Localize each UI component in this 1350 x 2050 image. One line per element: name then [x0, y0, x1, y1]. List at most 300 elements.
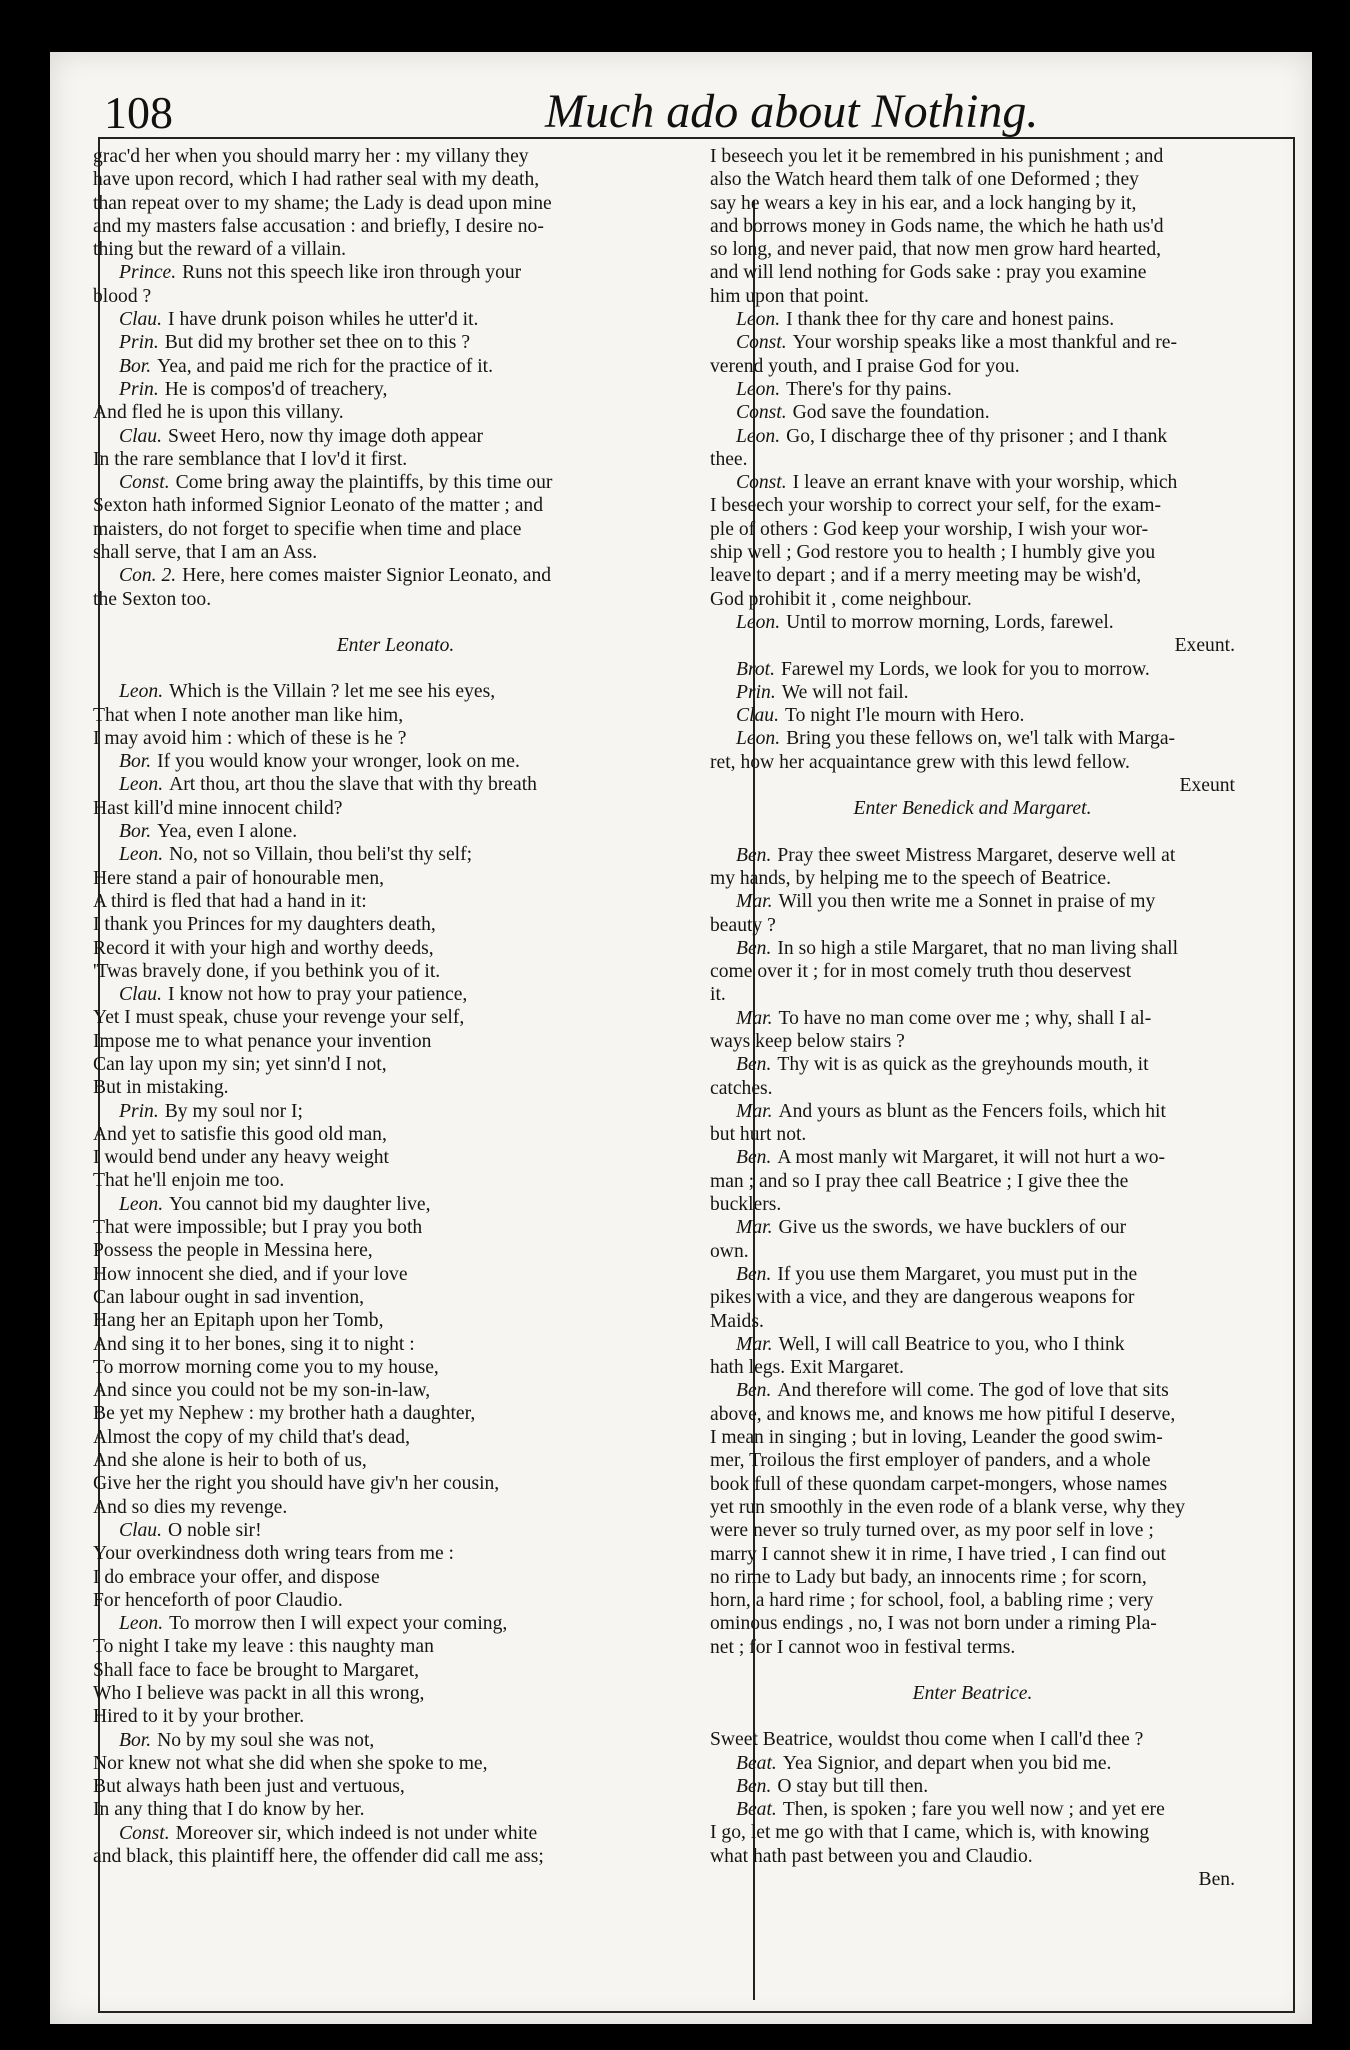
text-line [710, 1286, 1235, 1309]
spacer [93, 657, 698, 680]
line-text: maisters, do not forget to specifie when time and place [93, 518, 522, 540]
text-line [93, 1193, 698, 1216]
line-text: No by my soul she was not, [157, 1729, 375, 1751]
line-text: Hast kill'd mine innocent child? [93, 797, 343, 819]
line-text: And sing it to her bones, sing it to night : [93, 1333, 415, 1355]
line-text: come over it ; for in most comely truth thou deservest [710, 961, 1132, 983]
line-text: You cannot bid my daughter live, [169, 1193, 431, 1215]
text-line [93, 1216, 698, 1239]
text-line [93, 1589, 698, 1612]
text-line [93, 1076, 698, 1099]
text-line [710, 448, 1235, 471]
text-line [710, 960, 1235, 983]
line-text: bucklers. [710, 1194, 782, 1216]
text-line [710, 588, 1235, 611]
text-line [710, 681, 1235, 704]
line-text: I thank you Princes for my daughters death, [93, 914, 436, 936]
speaker-name: Leon. [119, 774, 164, 796]
line-text: For henceforth of poor Claudio. [93, 1589, 343, 1611]
line-text: Sweet Hero, now thy image doth appear [168, 425, 484, 447]
line-text: Record it with your high and worthy deeds, [93, 937, 434, 959]
line-text: Will you then write me a Sonnet in praise of my [778, 891, 1156, 913]
line-text: Yea, and paid me rich for the practice of it. [157, 355, 494, 377]
line-text: O stay but till then. [777, 1775, 929, 1797]
line-text: Runs not this speech like iron through your [182, 262, 522, 284]
line-text: That he'll enjoin me too. [93, 1170, 285, 1192]
line-text: To night I'le mourn with Hero. [785, 705, 1025, 727]
line-text: To morrow morning come you to my house, [93, 1356, 439, 1378]
text-line [93, 588, 698, 611]
line-text: Impose me to what penance your invention [93, 1030, 432, 1052]
text-line [93, 843, 698, 866]
line-text: no rime to Lady but bady, an innocents rime ; for scorn, [710, 1566, 1147, 1588]
text-line [710, 1077, 1235, 1100]
text-line [93, 1379, 698, 1402]
text-line [93, 331, 698, 354]
line-text: Thy wit is as quick as the greyhounds mouth, it [777, 1054, 1149, 1076]
text-line [710, 611, 1235, 634]
line-text: yet run smoothly in the even rode of a blank verse, why they [710, 1496, 1186, 1518]
speaker-name: Mar. [736, 1217, 773, 1239]
text-line [710, 844, 1235, 867]
right-column [710, 145, 1235, 1891]
text-line [93, 401, 698, 424]
text-line [93, 1682, 698, 1705]
line-text: In any thing that I do know by her. [93, 1799, 365, 1821]
text-line [93, 378, 698, 401]
line-text: To morrow then I will expect your coming, [169, 1613, 508, 1635]
speaker-name: Prince. [119, 262, 177, 284]
line-text: By my soul nor I; [164, 1100, 303, 1122]
line-text: and my masters false accusation : and briefly, I desire no- [93, 215, 544, 237]
line-text: thing but the reward of a villain. [93, 239, 347, 261]
text-line [710, 890, 1235, 913]
line-text: I have drunk poison whiles he utter'd it. [168, 309, 479, 331]
line-text: Maids. [710, 1310, 764, 1332]
text-line [710, 1240, 1235, 1263]
text-line [93, 1006, 698, 1029]
speaker-name: Mar. [736, 891, 773, 913]
text-line [93, 1286, 698, 1309]
line-text: I beseech you let it be remembred in his punishment ; and [710, 146, 1164, 167]
line-text: Yet I must speak, chuse your revenge your self, [93, 1007, 465, 1029]
text-line [710, 1473, 1235, 1496]
text-line [93, 471, 698, 494]
text-line [710, 331, 1235, 354]
speaker-name: Leon. [736, 425, 781, 447]
text-line [93, 1402, 698, 1425]
line-text: Well, I will call Beatrice to you, who I think [778, 1333, 1125, 1355]
line-text: marry I cannot shew it in rime, I have tried , I can find out [710, 1543, 1166, 1565]
exit-direction [710, 1868, 1235, 1891]
text-line [93, 285, 698, 308]
text-line [710, 1356, 1235, 1379]
line-text: Nor knew not what she did when she spoke to me, [93, 1752, 488, 1774]
line-text: above, and knows me, and knows me how pitiful I deserve, [710, 1403, 1176, 1425]
text-line [710, 1403, 1235, 1426]
line-text: Yea Signior, and depart when you bid me. [782, 1752, 1112, 1774]
line-text: If you use them Margaret, you must put in the [777, 1263, 1138, 1285]
speaker-name: Clau. [119, 425, 163, 447]
line-text: ominous endings , no, I was not born under a riming Pla- [710, 1613, 1157, 1635]
text-line [93, 1333, 698, 1356]
speaker-name: Ben. [736, 1380, 772, 1402]
speaker-name: Ben. [736, 1775, 772, 1797]
speaker-name: Mar. [736, 1100, 773, 1122]
text-line [93, 960, 698, 983]
line-text: Possess the people in Messina here, [93, 1240, 373, 1262]
text-line [710, 1123, 1235, 1146]
text-line [93, 1635, 698, 1658]
text-line [710, 1193, 1235, 1216]
line-text: Moreover sir, which indeed is not under white [175, 1822, 538, 1844]
exit-direction [710, 774, 1235, 797]
text-line [710, 541, 1235, 564]
line-text: And therefore will come. The god of love that sits [777, 1380, 1169, 1402]
text-line [710, 378, 1235, 401]
text-line [93, 727, 698, 750]
speaker-name: Const. [119, 1822, 170, 1844]
line-text: I know not how to pray your patience, [168, 984, 468, 1006]
text-line [710, 1263, 1235, 1286]
text-line [93, 1169, 698, 1192]
line-text: 'Twas bravely done, if you bethink you of it. [93, 960, 441, 982]
text-line [93, 750, 698, 773]
line-text: In so high a stile Margaret, that no man living shall [777, 937, 1179, 959]
speaker-name: Ben. [736, 844, 772, 866]
line-text: Ben. [1198, 1869, 1235, 1891]
line-text: ship well ; God restore you to health ; I humbly give you [710, 542, 1156, 564]
speaker-name: Leon. [736, 378, 781, 400]
speaker-name: Leon. [119, 681, 164, 703]
line-text: blood ? [93, 285, 152, 307]
line-text: my hands, by helping me to the speech of Beatrice. [710, 867, 1112, 889]
text-line [93, 797, 698, 820]
running-title: Much ado about Nothing. [545, 85, 1039, 138]
line-text: Until to morrow morning, Lords, farewel. [786, 611, 1114, 633]
text-line [710, 261, 1235, 284]
line-text: Who I believe was packt in all this wrong, [93, 1683, 425, 1704]
line-text: shall serve, that I am an Ass. [93, 542, 318, 564]
text-line [93, 1239, 698, 1262]
text-line [710, 1845, 1235, 1868]
text-line [710, 1821, 1235, 1844]
speaker-name: Clau. [119, 1519, 163, 1541]
spacer [710, 821, 1235, 844]
text-line [710, 471, 1235, 494]
line-text: verend youth, and I praise God for you. [710, 355, 1020, 377]
text-line [710, 1798, 1235, 1821]
line-text: Then, is spoken ; fare you well now ; and yet ere [782, 1799, 1165, 1821]
text-line [710, 168, 1235, 191]
text-line [93, 867, 698, 890]
text-line [93, 541, 698, 564]
text-line [710, 1379, 1235, 1402]
text-line [93, 564, 698, 587]
text-line [93, 1705, 698, 1728]
text-line [93, 680, 698, 703]
line-text: In the rare semblance that I lov'd it first. [93, 448, 408, 470]
line-text: Shall face to face be brought to Margaret, [93, 1659, 420, 1681]
speaker-name: Clau. [119, 309, 163, 331]
line-text: God save the foundation. [792, 402, 990, 424]
text-line [93, 355, 698, 378]
text-line [93, 1752, 698, 1775]
line-text: leave to depart ; and if a merry meeting may be wish'd, [710, 565, 1142, 587]
line-text: Enter Leonato. [336, 634, 455, 656]
text-line [710, 1496, 1235, 1519]
line-text: O noble sir! [168, 1519, 262, 1541]
line-text: Enter Benedick and Margaret. [853, 798, 1092, 820]
line-text: I mean in singing ; but in loving, Leander the good swim- [710, 1427, 1163, 1449]
speaker-name: Const. [119, 472, 170, 494]
line-text: grac'd her when you should marry her : my villany they [93, 146, 529, 167]
text-line [710, 1146, 1235, 1169]
line-text: Art thou, art thou the slave that with thy breath [169, 774, 537, 796]
speaker-name: Ben. [736, 1263, 772, 1285]
line-text: How innocent she died, and if your love [93, 1263, 408, 1285]
text-line [710, 1752, 1235, 1775]
line-text: And yours as blunt as the Fencers foils, which hit [778, 1100, 1166, 1122]
line-text: Yea, even I alone. [157, 821, 298, 843]
text-line [93, 448, 698, 471]
line-text: Give us the swords, we have bucklers of our [778, 1217, 1127, 1239]
line-text: Come bring away the plaintiffs, by this time our [175, 472, 553, 494]
text-line [710, 727, 1235, 750]
line-text: man ; and so I pray thee call Beatrice ; I give thee the [710, 1170, 1129, 1192]
line-text: hath legs. Exit Margaret. [710, 1357, 904, 1379]
speaker-name: Prin. [736, 681, 776, 703]
line-text: I beseech your worship to correct your self, for the exam- [710, 495, 1162, 517]
text-line [93, 1426, 698, 1449]
line-text: Almost the copy of my child that's dead, [93, 1426, 410, 1448]
speaker-name: Beat. [736, 1752, 777, 1774]
text-line [93, 1775, 698, 1798]
text-line [93, 1729, 698, 1752]
text-line [710, 518, 1235, 541]
line-text: it. [710, 984, 726, 1006]
line-text: mer, Troilous the first employer of panders, and a whole [710, 1450, 1151, 1472]
line-text: There's for thy pains. [786, 378, 952, 400]
line-text: have upon record, which I had rather seal with my death, [93, 169, 540, 191]
text-line [710, 1216, 1235, 1239]
text-line [710, 1519, 1235, 1542]
text-line [710, 355, 1235, 378]
line-text: thee. [710, 448, 748, 470]
text-line [93, 261, 698, 284]
text-line [93, 168, 698, 191]
text-line [710, 914, 1235, 937]
text-line [93, 1496, 698, 1519]
text-line [710, 937, 1235, 960]
line-text: I leave an errant knave with your worship, which [792, 472, 1178, 494]
speaker-name: Leon. [736, 728, 781, 750]
line-text: God prohibit it , come neighbour. [710, 588, 972, 610]
text-line [710, 1007, 1235, 1030]
text-line [93, 1053, 698, 1076]
line-text: And she alone is heir to both of us, [93, 1450, 367, 1472]
line-text: the Sexton too. [93, 588, 212, 610]
text-line [710, 1566, 1235, 1589]
text-line [710, 1728, 1235, 1751]
line-text: I go, let me go with that I came, which is, with knowing [710, 1822, 1150, 1844]
line-text: what hath past between you and Claudio. [710, 1845, 1033, 1867]
line-text: And fled he is upon this villany. [93, 402, 344, 424]
text-line [710, 564, 1235, 587]
text-line [710, 867, 1235, 890]
text-line [710, 751, 1235, 774]
speaker-name: Prin. [119, 378, 159, 400]
line-text: If you would know your wronger, look on me. [157, 751, 520, 773]
text-line [93, 215, 698, 238]
text-line [93, 1123, 698, 1146]
line-text: horn, a hard rime ; for school, fool, a babling rime ; very [710, 1590, 1154, 1612]
speaker-name: Ben. [736, 1054, 772, 1076]
line-text: I thank thee for thy care and honest pains. [786, 309, 1115, 331]
text-line [93, 983, 698, 1006]
speaker-name: Prin. [119, 332, 159, 354]
line-text: We will not fail. [781, 681, 909, 703]
text-line [710, 1170, 1235, 1193]
line-text: And yet to satisfie this good old man, [93, 1123, 387, 1145]
text-line [93, 890, 698, 913]
text-line [93, 1845, 698, 1868]
text-line [93, 1449, 698, 1472]
speaker-name: Leon. [736, 309, 781, 331]
stage-direction [93, 634, 698, 657]
line-text: Can lay upon my sin; yet sinn'd I not, [93, 1053, 387, 1075]
text-line [93, 820, 698, 843]
text-line [710, 1449, 1235, 1472]
speaker-name: Const. [736, 332, 787, 354]
line-text: Hang her an Epitaph upon her Tomb, [93, 1310, 384, 1332]
line-text: Sweet Beatrice, wouldst thou come when I call'd thee ? [710, 1729, 1144, 1751]
line-text: were never so truly turned over, as my poor self in love ; [710, 1520, 1154, 1542]
left-column [93, 145, 698, 1868]
line-text: I would bend under any heavy weight [93, 1147, 390, 1169]
text-line [93, 1519, 698, 1542]
speaker-name: Clau. [119, 984, 163, 1006]
speaker-name: Ben. [736, 937, 772, 959]
line-text: A third is fled that had a hand in it: [93, 890, 367, 912]
speaker-name: Mar. [736, 1333, 773, 1355]
line-text: say he wears a key in his ear, and a lock hanging by it, [710, 192, 1137, 214]
text-line [93, 913, 698, 936]
stage-direction [710, 1682, 1235, 1705]
line-text: Go, I discharge thee of thy prisoner ; and I thank [786, 425, 1168, 447]
stage-direction [710, 797, 1235, 820]
line-text: and borrows money in Gods name, the which he hath us'd [710, 215, 1164, 237]
text-line [710, 1636, 1235, 1659]
text-line [710, 1100, 1235, 1123]
line-text: than repeat over to my shame; the Lady is dead upon mine [93, 192, 552, 214]
line-text: A most manly wit Margaret, it will not hurt a wo- [777, 1147, 1166, 1169]
line-text: Exeunt [1179, 775, 1235, 797]
text-line [93, 308, 698, 331]
page-number: 108 [104, 87, 173, 138]
line-text: No, not so Villain, thou beli'st thy self; [169, 844, 473, 866]
text-line [710, 1333, 1235, 1356]
text-line [710, 1543, 1235, 1566]
line-text: Your worship speaks like a most thankful and re- [792, 332, 1178, 354]
line-text: Bring you these fellows on, we'l talk with Marga- [786, 728, 1176, 750]
line-text: And since you could not be my son-in-law, [93, 1380, 431, 1402]
speaker-name: Const. [736, 402, 787, 424]
text-line [93, 1566, 698, 1589]
spacer [93, 611, 698, 634]
text-line [710, 192, 1235, 215]
text-line [93, 1356, 698, 1379]
speaker-name: Leon. [119, 1613, 164, 1635]
speaker-name: Const. [736, 472, 787, 494]
speaker-name: Prin. [119, 1100, 159, 1122]
line-text: and black, this plaintiff here, the offender did call me ass; [93, 1846, 544, 1868]
text-line [93, 1263, 698, 1286]
speaker-name: Bor. [119, 355, 152, 377]
line-text: To night I take my leave : this naughty man [93, 1636, 434, 1658]
text-line [93, 1030, 698, 1053]
line-text: Give her the right you should have giv'n her cousin, [93, 1473, 500, 1495]
exit-direction [710, 634, 1235, 657]
line-text: Enter Beatrice. [912, 1683, 1033, 1704]
text-line [710, 238, 1235, 261]
text-line [93, 518, 698, 541]
spacer [710, 1705, 1235, 1728]
speaker-name: Beat. [736, 1799, 777, 1821]
text-line [93, 145, 698, 168]
line-text: Be yet my Nephew : my brother hath a daughter, [93, 1403, 476, 1425]
speaker-name: Leon. [119, 844, 164, 866]
text-line [93, 192, 698, 215]
text-line [93, 1542, 698, 1565]
line-text: But in mistaking. [93, 1077, 229, 1099]
line-text: Hired to it by your brother. [93, 1706, 305, 1728]
line-text: net ; for I cannot woo in festival terms. [710, 1636, 1016, 1658]
line-text: Here, here comes maister Signior Leonato, and [182, 565, 552, 587]
text-line [93, 425, 698, 448]
line-text: To have no man come over me ; why, shall I al- [778, 1007, 1152, 1029]
line-text: Exeunt. [1174, 635, 1235, 657]
line-text: ret, how her acquaintance grew with this lewd fellow. [710, 751, 1130, 773]
line-text: and will lend nothing for Gods sake : pray you examine [710, 262, 1147, 284]
line-text: I do embrace your offer, and dispose [93, 1566, 380, 1588]
line-text: also the Watch heard them talk of one Deformed ; they [710, 169, 1139, 191]
line-text: so long, and never paid, that now men grow hard hearted, [710, 239, 1162, 261]
text-line [710, 215, 1235, 238]
text-line [93, 1146, 698, 1169]
line-text: catches. [710, 1077, 773, 1099]
speaker-name: Con. 2. [119, 565, 177, 587]
line-text: That when I note another man like him, [93, 704, 404, 726]
speaker-name: Leon. [736, 611, 781, 633]
line-text: ways keep below stairs ? [710, 1030, 905, 1052]
line-text: Can labour ought in sad invention, [93, 1286, 365, 1308]
text-line [93, 1798, 698, 1821]
text-line [710, 983, 1235, 1006]
text-line [710, 1775, 1235, 1798]
line-text: Your overkindness doth wring tears from me : [93, 1543, 454, 1565]
line-text: Here stand a pair of honourable men, [93, 867, 385, 889]
text-line [710, 1310, 1235, 1333]
speaker-name: Bor. [119, 821, 152, 843]
line-text: Sexton hath informed Signior Leonato of the matter ; and [93, 495, 544, 517]
line-text: But did my brother set thee on to this ? [164, 332, 471, 354]
speaker-name: Brot. [736, 658, 776, 680]
text-line [93, 1100, 698, 1123]
speaker-name: Mar. [736, 1007, 773, 1029]
spacer [710, 1659, 1235, 1682]
line-text: own. [710, 1240, 749, 1262]
